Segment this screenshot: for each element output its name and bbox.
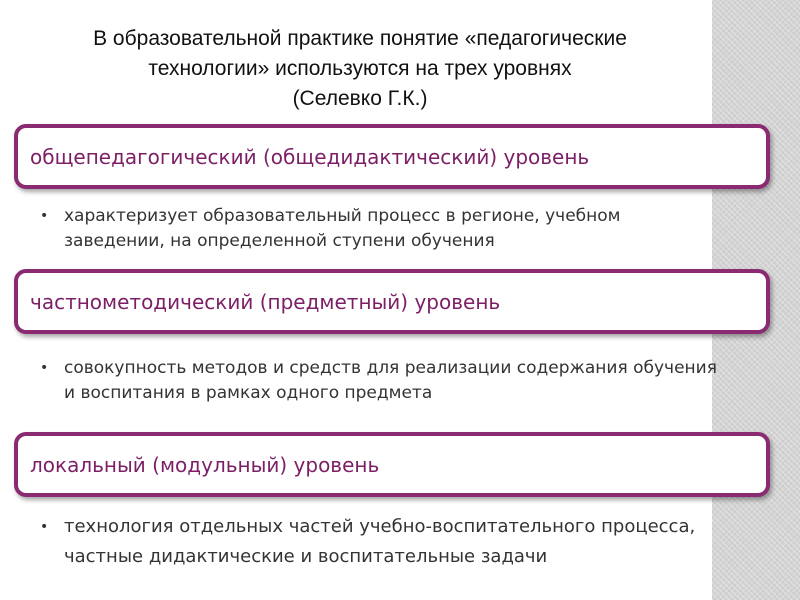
- bullet-icon: •: [40, 208, 49, 224]
- level-heading: общепедагогический (общедидактический) уровень: [30, 144, 590, 169]
- slide-title: [40, 24, 680, 114]
- level-description-text: характеризует образовательный процесс в регионе, учебном заведении, на определенной ступени обучения: [64, 206, 621, 251]
- bullet-icon: •: [40, 360, 49, 376]
- title-line-1: В образовательной практике понятие «педагогические: [93, 27, 627, 50]
- level-description-subject: [40, 356, 720, 406]
- title-line-3: (Селевко Г.К.): [292, 87, 428, 110]
- level-description-text: технология отдельных частей учебно-воспитательного процесса, частные дидактические и воспитательные задачи: [64, 516, 696, 567]
- level-description-general: [40, 204, 720, 254]
- title-line-2: технологии» используются на трех уровнях: [148, 57, 572, 80]
- level-box-local-modular: [14, 432, 770, 497]
- bullet-icon: •: [40, 519, 49, 535]
- level-box-subject-methodical: [14, 269, 770, 334]
- level-heading: локальный (модульный) уровень: [30, 452, 380, 477]
- level-description-text: совокупность методов и средств для реализации содержания обучения и воспитания в рамках одного предмета: [64, 358, 717, 403]
- level-description-local: [40, 512, 720, 572]
- level-heading: частнометодический (предметный) уровень: [30, 289, 501, 314]
- level-box-general-pedagogical: [14, 124, 770, 189]
